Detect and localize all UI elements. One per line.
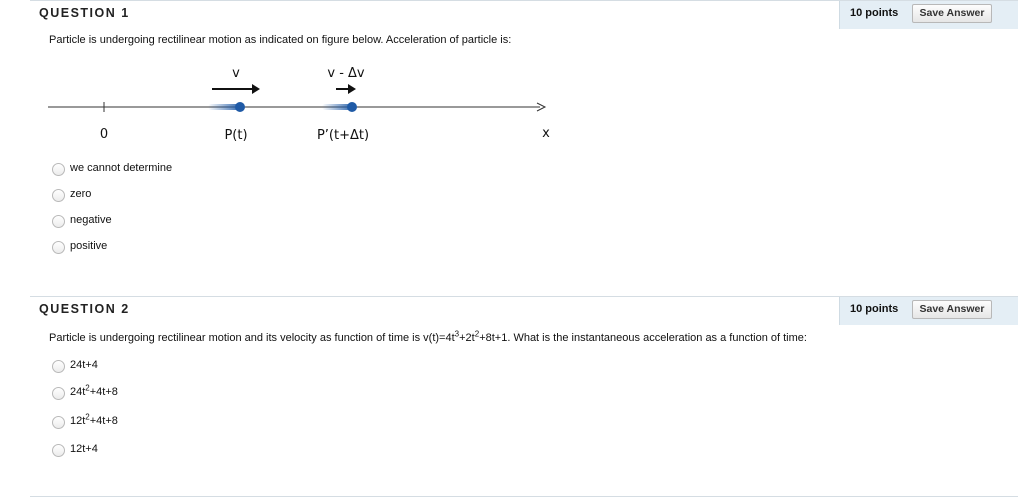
radio-button[interactable] [52, 163, 65, 176]
question-1-save-answer-button[interactable]: Save Answer [912, 4, 992, 23]
velocity-arrow-v-head [252, 84, 260, 94]
question-2-save-answer-button[interactable]: Save Answer [912, 300, 992, 319]
question-2-title: QUESTION 2 [39, 302, 130, 316]
label-v-minus-dv: v - Δv [327, 66, 365, 81]
question-1-header [30, 0, 1018, 25]
label-p: P(t) [224, 128, 248, 143]
option-label: $24t^2+4t+8$ [70, 383, 118, 398]
question-2-points-panel [839, 297, 1018, 325]
option-label: $12t^2+4t+8$ [70, 412, 118, 427]
label-x-axis: x [542, 126, 550, 141]
option-label: zero [70, 188, 92, 200]
motion-figure [0, 60, 560, 160]
option-label: 12t+4 [70, 443, 98, 455]
question-2-prompt: Particle is undergoing rectilinear motion and its velocity as function of time is $v(t)=4t^3+2t^2+8t+1$. What is the instantaneous acceleration as a function of time: [49, 329, 807, 344]
question-1-points-panel [839, 1, 1018, 29]
option-label: negative [70, 214, 112, 226]
option-label: 24t+4 [70, 359, 98, 371]
radio-button[interactable] [52, 241, 65, 254]
bottom-divider [30, 496, 1018, 497]
question-2-header [30, 296, 1018, 321]
label-v: v [232, 66, 240, 81]
option-label: we cannot determine [70, 162, 173, 174]
velocity-arrow-v-dv-head [348, 84, 356, 94]
question-1-prompt: Particle is undergoing rectilinear motion as indicated on figure below. Acceleration of particle is: [49, 34, 512, 46]
option-label: positive [70, 240, 108, 252]
question-1-points: 10 points [850, 7, 899, 19]
question-2-points: 10 points [850, 303, 899, 315]
label-p2: P’(t+Δt) [316, 128, 370, 143]
question-1-title: QUESTION 1 [39, 6, 130, 20]
radio-button[interactable] [52, 387, 65, 400]
particle-p2 [347, 102, 357, 112]
radio-button[interactable] [52, 189, 65, 202]
radio-button[interactable] [52, 360, 65, 373]
radio-button[interactable] [52, 416, 65, 429]
label-origin: 0 [99, 127, 109, 142]
radio-button[interactable] [52, 444, 65, 457]
radio-button[interactable] [52, 215, 65, 228]
particle-p [235, 102, 245, 112]
